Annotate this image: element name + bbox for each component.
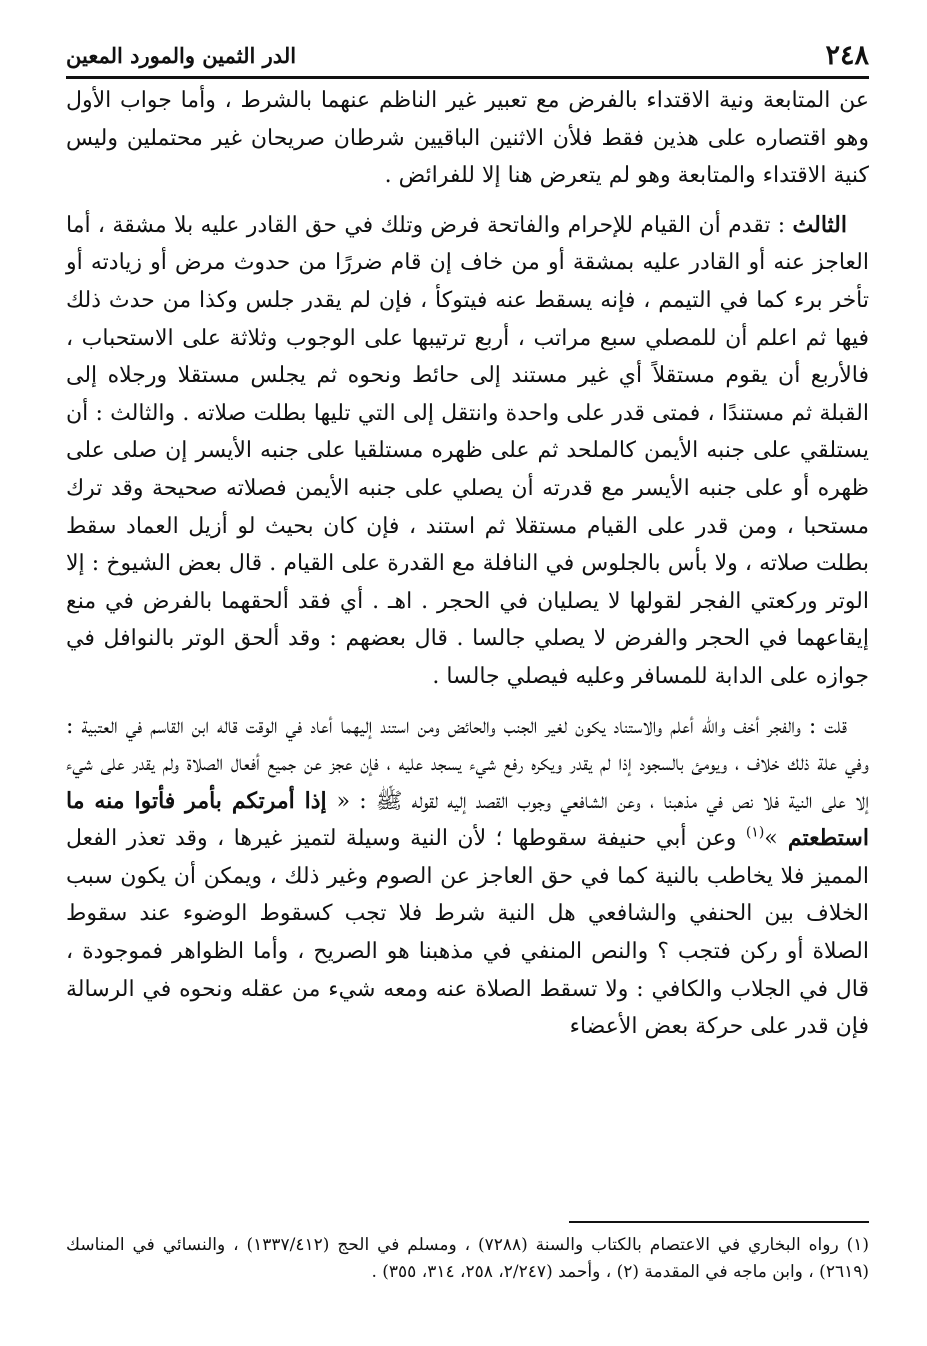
hadith-quote: إذا أمرتكم بأمر فأتوا منه ما استطعتم (66, 787, 869, 852)
footnote: (١) رواه البخاري في الاعتصام بالكتاب والسنة (٧٢٨٨) ، ومسلم في الحج (١٣٣٧/٤١٢) ، والنسائي في المناسك (٢٦١٩) ، وابن ماجه في المقدمة (٢) ، وأحمد (٢/٢٤٧، ٢٥٨، ٣١٤، ٣٥٥) . (66, 1235, 869, 1282)
quote-close: » (764, 826, 778, 852)
page-number: ٢٤٨ (825, 40, 869, 71)
footnote-reference[interactable]: (١) (745, 824, 765, 841)
running-title: الدر الثمين والمورد المعين (66, 43, 297, 68)
section-label: الثالث (792, 211, 847, 238)
paragraph: عن المتابعة ونية الاقتداء بالفرض مع تعبير غير الناظم عنهما بالشرط ، وأما جواب الأول وهو اقتصاره على هذين فقط فلأن الاثنين الباقيين شرطان صريحان غير محتملين وليس كنية الاقتداء والمتابعة وهو لم يتعرض هنا إلا للفرائض . (66, 88, 869, 189)
paragraph (66, 207, 869, 696)
main-text (66, 82, 869, 1046)
paragraph-text: قلت : والفجر أخف والله أعلم والاستناد يكون لغير الجنب والحائض ومن استند إليهما أعاد في الوقت قاله ابن القاسم في العتبية : وفي علة ذلك خلاف ، ويومئ بالسجود إذا لم يقدر ويكره رفع شيء يسجد عليه ، فإن عجز عن جميع أفعال الصلاة ولم يقدر على شيء إلا على النية فلا نص في مذهبنا ، وعن الشافعي وجوب القصد إليه لقوله ﷺ : « (66, 713, 870, 814)
page-header (66, 32, 869, 79)
footnotes (66, 1232, 869, 1286)
footnote-divider (569, 1221, 869, 1223)
paragraph-text: وعن أبي حنيفة سقوطها ؛ لأن النية وسيلة لتميز غيرها ، وقد تعذر الفعل المميز فلا يخاطب بالنية كما في حق العاجز عن الصوم وغير ذلك ، ويمكن أن يكون سبب الخلاف بين الحنفي والشافعي هل النية شرط فلا تجب كسقوط الوضوء عند سقوط الصلاة أو ركن فتجب ؟ والنص المنفي في مذهبنا هو الصريح ، وأما الظواهر فموجودة ، قال في الجلاب والكافي : ولا تسقط الصلاة عنه ومعه شيء من عقله ونحوه في الرسالة فإن قدر على حركة بعض الأعضاء (66, 826, 869, 1040)
paragraph (66, 708, 869, 1046)
paragraph-text: : تقدم أن القيام للإحرام والفاتحة فرض وتلك في حق القادر عليه بلا مشقة ، أما العاجز عنه أو القادر عليه بمشقة أو من خاف إن قام ضررًا من حدوث مرض أو زيادته أو تأخر برء كما في التيمم ، فإنه يسقط عنه فيتوكأ ، فإن لم يقدر جلس وكذا من حدث ذلك فيها ثم اعلم أن للمصلي سبع مراتب ، أربع ترتيبها على الوجوب وثلاثة على الاستحباب ، فالأربع أن يقوم مستقلاً أي غير مستند إلى حائط ونحوه ثم يجلس مستقلا ورجلاه إلى القبلة ثم مستندًا ، فمتى قدر على واحدة وانتقل إلى التي تليها بطلت صلاته . والثالث : أن يستلقي على جنبه الأيمن كالملحد ثم على ظهره مستلقيا على جنبه الأيسر إن صلى على ظهره أو على جنبه الأيسر مع قدرته أن يصلي على جنبه الأيمن فصلاته صحيحة وقد ترك مستحبا ، ومن قدر على القيام مستقلا ثم استند ، فإن كان بحيث لو أزيل العماد سقط بطلت صلاته ، ولا بأس بالجلوس في النافلة مع القدرة على القيام . قال بعض الشيوخ : إلا الوتر وركعتي الفجر لقولها لا يصليان في الحجر . اهـ . أي فقد ألحقهما بالفرض في منع إيقاعهما في الحجر والفرض لا يصلي جالسا . قال بعضهم : وقد ألحق الوتر بالنوافل في جوازه على الدابة للمسافر وعليه فيصلي جالسا . (66, 212, 870, 689)
